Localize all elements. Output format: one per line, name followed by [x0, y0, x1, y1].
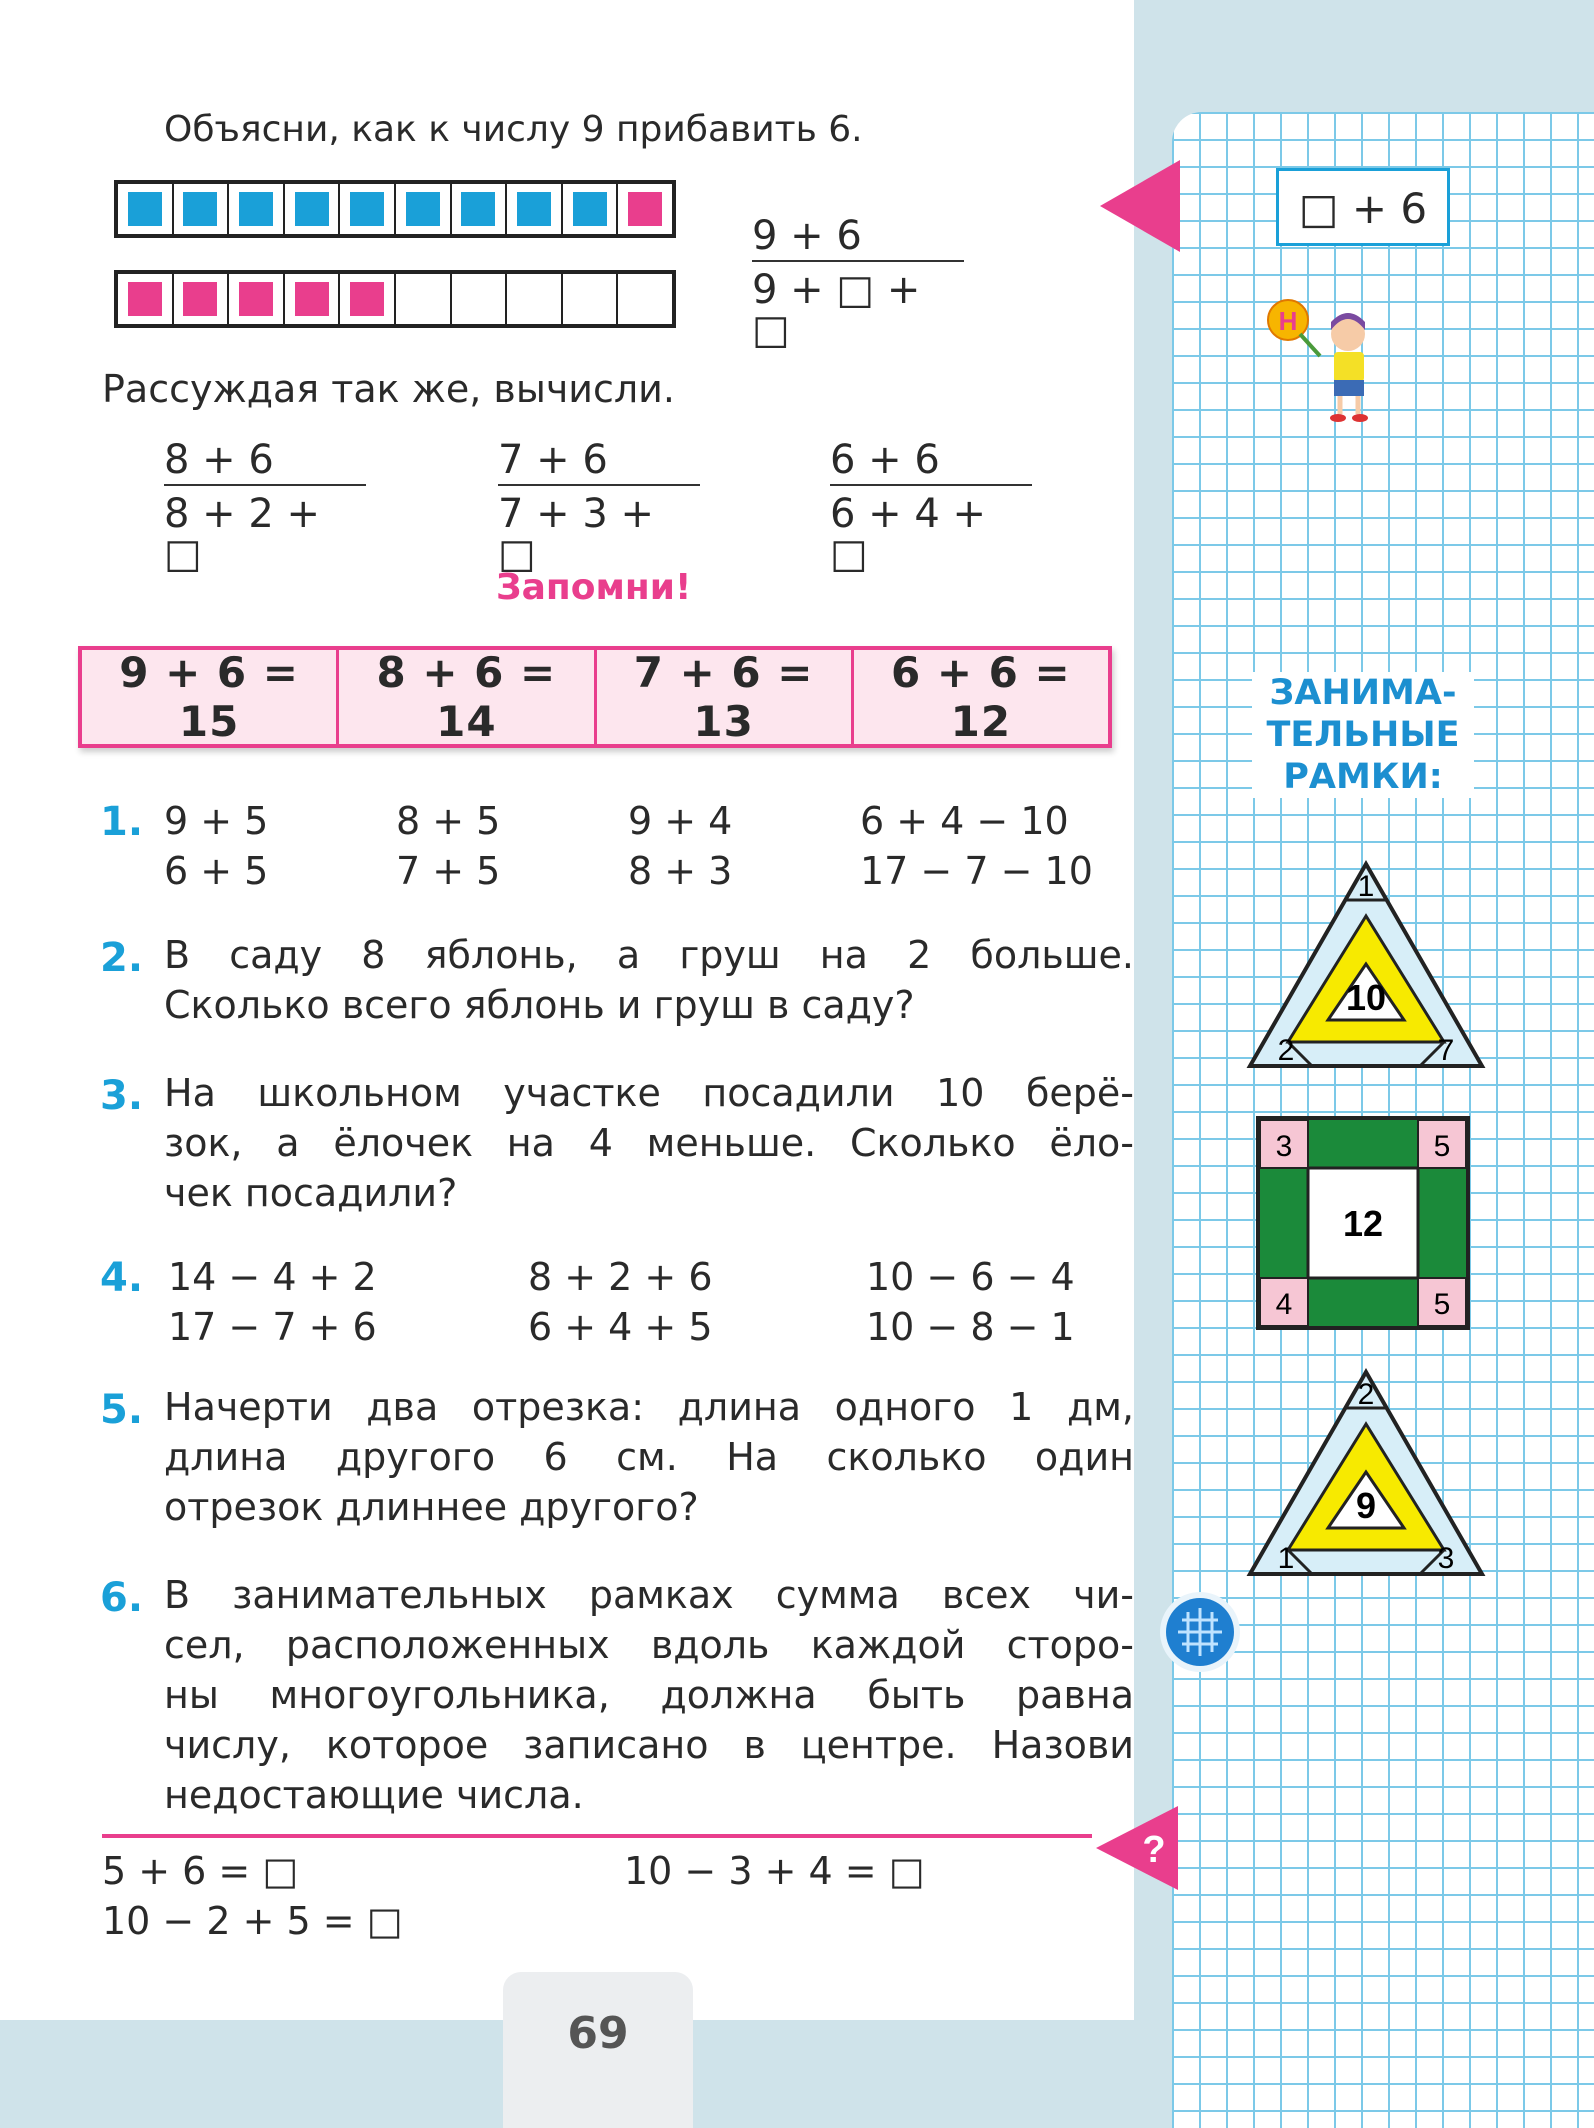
exercise-5-number: 5. — [100, 1387, 144, 1433]
ex1-r1-c4: 6 + 4 − 10 — [860, 799, 1069, 843]
example-bottom: 9 + □ + □ — [752, 267, 921, 353]
bottom-eq-3: 10 − 2 + 5 = □ — [102, 1899, 403, 1943]
side-title-line: ТЕЛЬНЫЕ — [1266, 715, 1460, 755]
reason-text: Рассуждая так же, вычисли. — [102, 367, 675, 411]
shorts-icon — [1334, 380, 1364, 396]
rule-eq-3: 7 + 6 = 13 — [597, 648, 854, 746]
rule-eq-1: 9 + 6 = 15 — [82, 648, 339, 746]
triangle-1-left: 2 — [1277, 1034, 1295, 1067]
side-title-line: РАМКИ: — [1283, 757, 1443, 797]
triangle-2-top: 2 — [1357, 1378, 1375, 1411]
fraction-3-top: 6 + 6 — [830, 440, 1032, 486]
side-title-line: ЗАНИМА- — [1269, 673, 1457, 713]
fraction-1-top: 8 + 6 — [164, 440, 366, 486]
square-frame — [1256, 1116, 1470, 1330]
square-br-value: 5 — [1433, 1288, 1451, 1321]
square-bl-value: 4 — [1275, 1288, 1293, 1321]
exercise-2-number: 2. — [100, 935, 144, 981]
rule-eq-2: 8 + 6 = 14 — [339, 648, 596, 746]
square-tr-value: 5 — [1433, 1130, 1451, 1163]
fraction-2 — [498, 437, 700, 577]
square-center-value: 12 — [1342, 1203, 1384, 1244]
exercise-1-number: 1. — [100, 799, 144, 845]
fraction-3 — [830, 437, 1032, 577]
fraction-2-bottom: 7 + 3 + □ — [498, 491, 655, 577]
remember-heading: Запомни! — [496, 567, 692, 608]
triangle-1-center-value: 10 — [1345, 977, 1387, 1018]
counting-bar-top — [114, 180, 676, 238]
ex5-line: Начерти два отрезка: длина одного 1 дм, — [164, 1385, 1134, 1429]
question-mark-icon: ? — [1142, 1829, 1166, 1871]
ex4-r2-c1: 17 − 7 + 6 — [168, 1305, 377, 1349]
badge-letter: Н — [1278, 306, 1298, 336]
fraction-2-top: 7 + 6 — [498, 440, 700, 486]
shoe-icon — [1330, 414, 1346, 422]
grid-globe-icon[interactable] — [1158, 1590, 1242, 1674]
fraction-1-bottom: 8 + 2 + □ — [164, 491, 321, 577]
hint-box: □ + 6 — [1276, 168, 1450, 246]
triangle-frame-1 — [1246, 860, 1486, 1070]
fraction-3-bottom: 6 + 4 + □ — [830, 491, 987, 577]
section-divider — [102, 1834, 1092, 1838]
wand-icon — [1300, 334, 1320, 356]
exercise-2-text — [164, 930, 1134, 1030]
exercise-6-text — [164, 1570, 1134, 1820]
ex6-line: недостающие числа. — [164, 1773, 584, 1817]
page-number: 69 — [503, 1972, 693, 2128]
fraction-1 — [164, 437, 366, 577]
rule-eq-4: 6 + 6 = 12 — [891, 648, 1071, 746]
triangle-2-right: 3 — [1437, 1542, 1455, 1575]
bottom-eq-2: 10 − 3 + 4 = □ — [624, 1849, 925, 1893]
exercise-4-number: 4. — [100, 1255, 144, 1301]
ex2-line: В саду 8 яблонь, а груш на 2 больше. — [164, 933, 1134, 977]
ex1-r2-c4: 17 − 7 − 10 — [860, 849, 1093, 893]
rule-box — [78, 646, 1112, 748]
ex4-r1-c1: 14 − 4 + 2 — [168, 1255, 377, 1299]
ex1-r2-c3: 8 + 3 — [628, 849, 733, 893]
ex3-line: зок, а ёлочек на 4 меньше. Сколько ёло- — [164, 1121, 1134, 1165]
ex4-r2-c3: 10 − 8 − 1 — [866, 1305, 1075, 1349]
ex6-line: сел, расположенных вдоль каждой сторо- — [164, 1623, 1134, 1667]
ex6-line: числу, которое записано в центре. Назови — [164, 1723, 1134, 1767]
side-title — [1252, 672, 1474, 798]
pointer-triangle-shape — [1100, 160, 1180, 252]
exercise-3-text — [164, 1068, 1134, 1218]
ex6-line: ны многоугольника, должна быть равна — [164, 1673, 1134, 1717]
exercise-5-text — [164, 1382, 1134, 1532]
ex1-r2-c1: 6 + 5 — [164, 849, 269, 893]
ex3-line: чек посадили? — [164, 1171, 458, 1215]
square-tl-value: 3 — [1275, 1130, 1293, 1163]
ex2-line: Сколько всего яблонь и груш в саду? — [164, 983, 915, 1027]
ex5-line: длина другого 6 см. На сколько один — [164, 1435, 1134, 1479]
ex1-r2-c2: 7 + 5 — [396, 849, 501, 893]
ex5-line: отрезок длиннее другого? — [164, 1485, 699, 1529]
ex4-r1-c3: 10 − 6 − 4 — [866, 1255, 1075, 1299]
triangle-1-right: 7 — [1437, 1034, 1455, 1067]
triangle-2-left: 1 — [1277, 1542, 1295, 1575]
ex4-r2-c2: 6 + 4 + 5 — [528, 1305, 713, 1349]
triangle-2-center-value: 9 — [1355, 1485, 1377, 1526]
bottom-eq-1: 5 + 6 = □ — [102, 1849, 299, 1893]
intro-text: Объясни, как к числу 9 прибавить 6. — [164, 109, 863, 150]
ex6-line: В занимательных рамках сумма всех чи- — [164, 1573, 1134, 1617]
ex1-r1-c3: 9 + 4 — [628, 799, 733, 843]
question-marker-triangle — [1096, 1806, 1178, 1890]
pointer-triangle — [1100, 160, 1180, 252]
ex1-r1-c1: 9 + 5 — [164, 799, 269, 843]
shirt-icon — [1334, 352, 1364, 382]
ex4-r1-c2: 8 + 2 + 6 — [528, 1255, 713, 1299]
ex3-line: На школьном участке посадили 10 берё- — [164, 1071, 1134, 1115]
exercise-6-number: 6. — [100, 1575, 144, 1621]
question-marker — [1096, 1806, 1178, 1890]
exercise-3-number: 3. — [100, 1073, 144, 1119]
counting-bar-bottom — [114, 270, 676, 328]
example-top: 9 + 6 — [752, 216, 964, 262]
character-illustration — [1262, 290, 1402, 430]
example-fraction — [752, 213, 964, 353]
triangle-1-top: 1 — [1357, 870, 1375, 903]
ex1-r1-c2: 8 + 5 — [396, 799, 501, 843]
shoe-icon — [1352, 414, 1368, 422]
triangle-frame-2 — [1246, 1368, 1486, 1578]
